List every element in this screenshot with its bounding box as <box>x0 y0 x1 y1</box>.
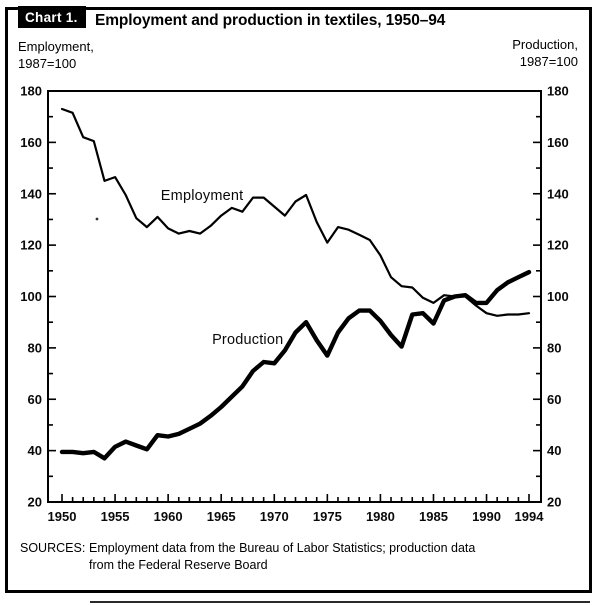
sources-text-line1: Employment data from the Bureau of Labor Statistics; production data <box>89 541 476 555</box>
left-axis-tick-label: 180 <box>20 83 42 99</box>
chart-number-badge: Chart 1. <box>18 6 86 28</box>
x-axis-tick-label: 1990 <box>472 509 502 524</box>
x-axis-tick-label: 1970 <box>259 509 289 524</box>
scan-speck <box>96 218 99 221</box>
left-axis-tick-label: 60 <box>27 391 42 407</box>
production-series-label: Production <box>212 332 284 349</box>
right-axis-tick-label: 40 <box>547 443 562 459</box>
left-axis-tick-label: 120 <box>20 237 42 253</box>
x-axis-tick-label: 1985 <box>419 509 448 524</box>
right-axis-header-line1: Production, <box>512 37 578 52</box>
x-axis-tick-label: 1955 <box>100 509 130 524</box>
right-axis-tick-label: 160 <box>547 134 569 150</box>
right-axis-tick-label: 180 <box>547 83 569 99</box>
x-axis-tick-label: 1965 <box>206 509 236 524</box>
sources-label: SOURCES: <box>20 541 86 555</box>
left-axis-header-line1: Employment, <box>18 39 94 54</box>
x-axis-tick-label: 1960 <box>153 509 183 524</box>
page-title: Employment and production in textiles, 1950–94 <box>95 12 446 29</box>
production-line <box>62 272 529 458</box>
x-axis-tick-label: 1980 <box>365 509 395 524</box>
right-axis-tick-label: 20 <box>547 494 562 510</box>
sources-text <box>89 540 475 573</box>
right-axis-tick-label: 60 <box>547 391 562 407</box>
right-axis-tick-label: 140 <box>547 186 569 202</box>
right-axis-header-line2: 1987=100 <box>519 54 578 69</box>
x-axis-tick-label: 1975 <box>312 509 342 524</box>
left-axis-tick-label: 140 <box>20 186 42 202</box>
sources-note <box>20 540 475 573</box>
sources-text-line2: from the Federal Reserve Board <box>89 557 268 572</box>
x-axis-tick-label: 1950 <box>47 509 77 524</box>
employment-series-label: Employment <box>160 188 244 205</box>
employment-line <box>62 109 529 316</box>
right-axis-tick-label: 100 <box>547 289 569 304</box>
x-axis-tick-label: 1994 <box>514 509 544 524</box>
left-axis-tick-label: 40 <box>27 443 42 459</box>
left-axis-header-line2: 1987=100 <box>18 56 77 71</box>
left-axis-tick-label: 100 <box>20 289 42 304</box>
right-axis-tick-label: 80 <box>547 340 562 356</box>
left-axis-tick-label: 80 <box>27 340 42 356</box>
right-axis-tick-label: 120 <box>547 237 569 253</box>
left-axis-tick-label: 20 <box>27 494 42 510</box>
left-axis-tick-label: 160 <box>20 134 42 150</box>
